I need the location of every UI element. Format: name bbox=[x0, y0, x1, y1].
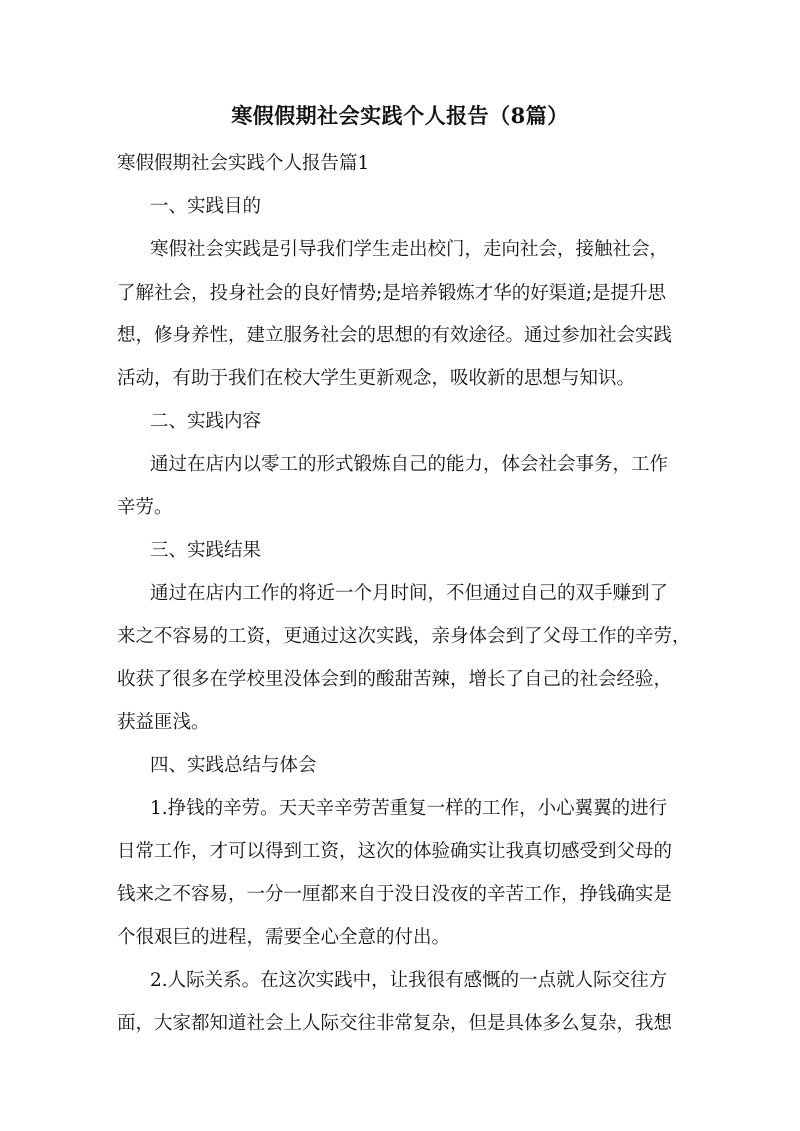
section-3-line-1: 通过在店内工作的将近一个月时间，不但通过自己的双手赚到了 bbox=[150, 583, 669, 604]
section-1-line-4: 活动，有助于我们在校大学生更新观念，吸收新的思想与知识。 bbox=[117, 368, 636, 389]
section-heading-1: 一、实践目的 bbox=[150, 196, 262, 217]
section-4-line-1: 1.挣钱的辛劳。天天辛辛劳苦重复一样的工作，小心翼翼的进行 bbox=[150, 798, 668, 819]
section-4-line-5: 2.人际关系。在这次实践中，让我很有感慨的一点就人际交往方 bbox=[150, 970, 668, 991]
section-2-line-1: 通过在店内以零工的形式锻炼自己的能力，体会社会事务，工作 bbox=[150, 454, 669, 475]
section-heading-2: 二、实践内容 bbox=[150, 411, 262, 432]
section-2-line-2: 辛劳。 bbox=[117, 497, 173, 518]
section-1-line-1: 寒假社会实践是引导我们学生走出校门，走向社会，接触社会， bbox=[150, 239, 669, 260]
section-3-line-2: 来之不容易的工资，更通过这次实践，亲身体会到了父母工作的辛劳， bbox=[117, 626, 691, 647]
section-3-line-3: 收获了很多在学校里没体会到的酸甜苦辣，增长了自己的社会经验， bbox=[117, 669, 673, 690]
document-subtitle: 寒假假期社会实践个人报告篇1 bbox=[117, 153, 370, 174]
section-4-line-2: 日常工作，才可以得到工资，这次的体验确实让我真切感受到父母的 bbox=[117, 841, 673, 862]
section-heading-4: 四、实践总结与体会 bbox=[150, 755, 317, 776]
section-heading-3: 三、实践结果 bbox=[150, 540, 262, 561]
section-1-line-2: 了解社会，投身社会的良好情势;是培养锻炼才华的好渠道;是提升思 bbox=[117, 283, 666, 304]
section-4-line-4: 个很艰巨的进程，需要全心全意的付出。 bbox=[117, 927, 451, 948]
section-4-line-3: 钱来之不容易，一分一厘都来自于没日没夜的辛苦工作，挣钱确实是 bbox=[117, 884, 673, 905]
document-title: 寒假假期社会实践个人报告（8篇） bbox=[231, 103, 569, 128]
section-3-line-4: 获益匪浅。 bbox=[117, 712, 210, 733]
section-1-line-3: 想，修身养性，建立服务社会的思想的有效途径。通过参加社会实践 bbox=[117, 325, 673, 346]
section-4-line-6: 面，大家都知道社会上人际交往非常复杂，但是具体多么复杂，我想 bbox=[117, 1013, 673, 1034]
